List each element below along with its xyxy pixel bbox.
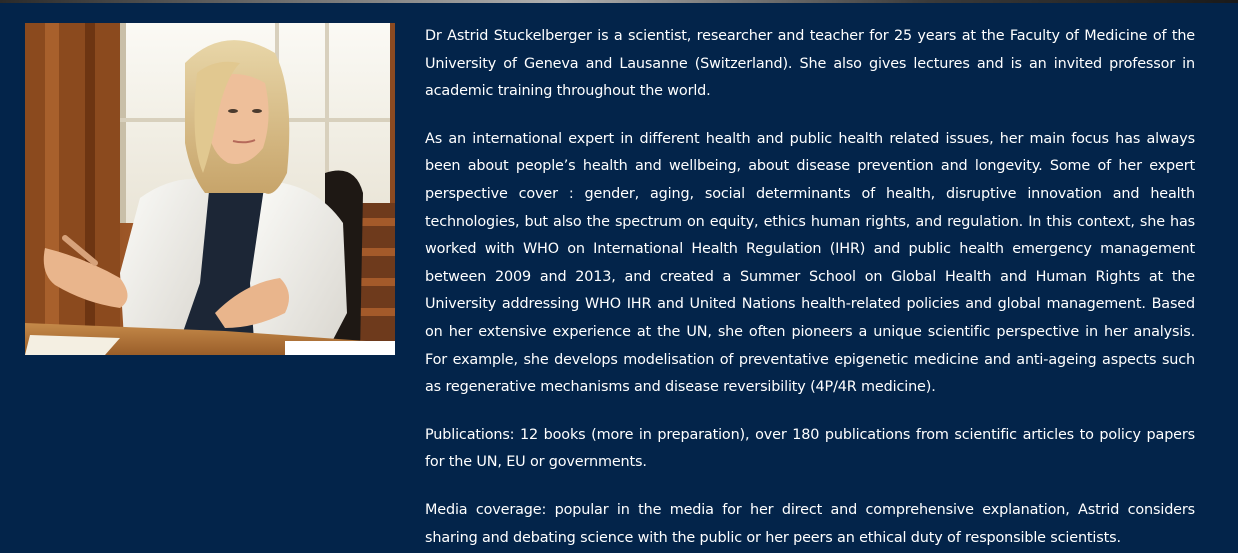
bio-paragraph-publications: Publications: 12 books (more in preparation), over 180 publications from scientific articles to policy papers for the UN, EU or governments. (425, 426, 1195, 471)
portrait-photo-icon (25, 23, 395, 355)
bio-paragraph-expertise: As an international expert in different health and public health related issues, her main focus has always been about people’s health and wellbeing, about disease prevention and longevity. Some of her expert perspective cover : gender, aging, social determinants of health, disruptive innovation and health technologies, but also the spectrum on equity, ethics human rights, and regulation. In this context, she has worked with WHO on International Health Regulation (IHR) and public health emergency management between 2009 and 2013, and created a Summer School on Global Health and Human Rights at the University addressing WHO IHR and United Nations health-related policies and global management. Based on her extensive experience at the UN, she often pioneers a unique scientific perspective in her analysis. For example, she develops modelisation of preventative epigenetic medicine and anti-ageing aspects such as regenerative mechanisms and disease reversibility (4P/4R medicine). (425, 130, 1195, 396)
biography-text (425, 23, 1195, 553)
portrait-photo (25, 23, 395, 355)
bio-paragraph-intro: Dr Astrid Stuckelberger is a scientist, researcher and teacher for 25 years at the Faculty of Medicine of the University of Geneva and Lausanne (Switzerland). She also gives lectures and is an invited professor in academic training throughout the world. (425, 28, 1195, 100)
bio-paragraph-media: Media coverage: popular in the media for her direct and comprehensive explanation, Astrid considers sharing and debating science with the public or her peers an ethical duty of responsible scientists. (425, 501, 1195, 546)
top-image-strip (0, 0, 1238, 3)
